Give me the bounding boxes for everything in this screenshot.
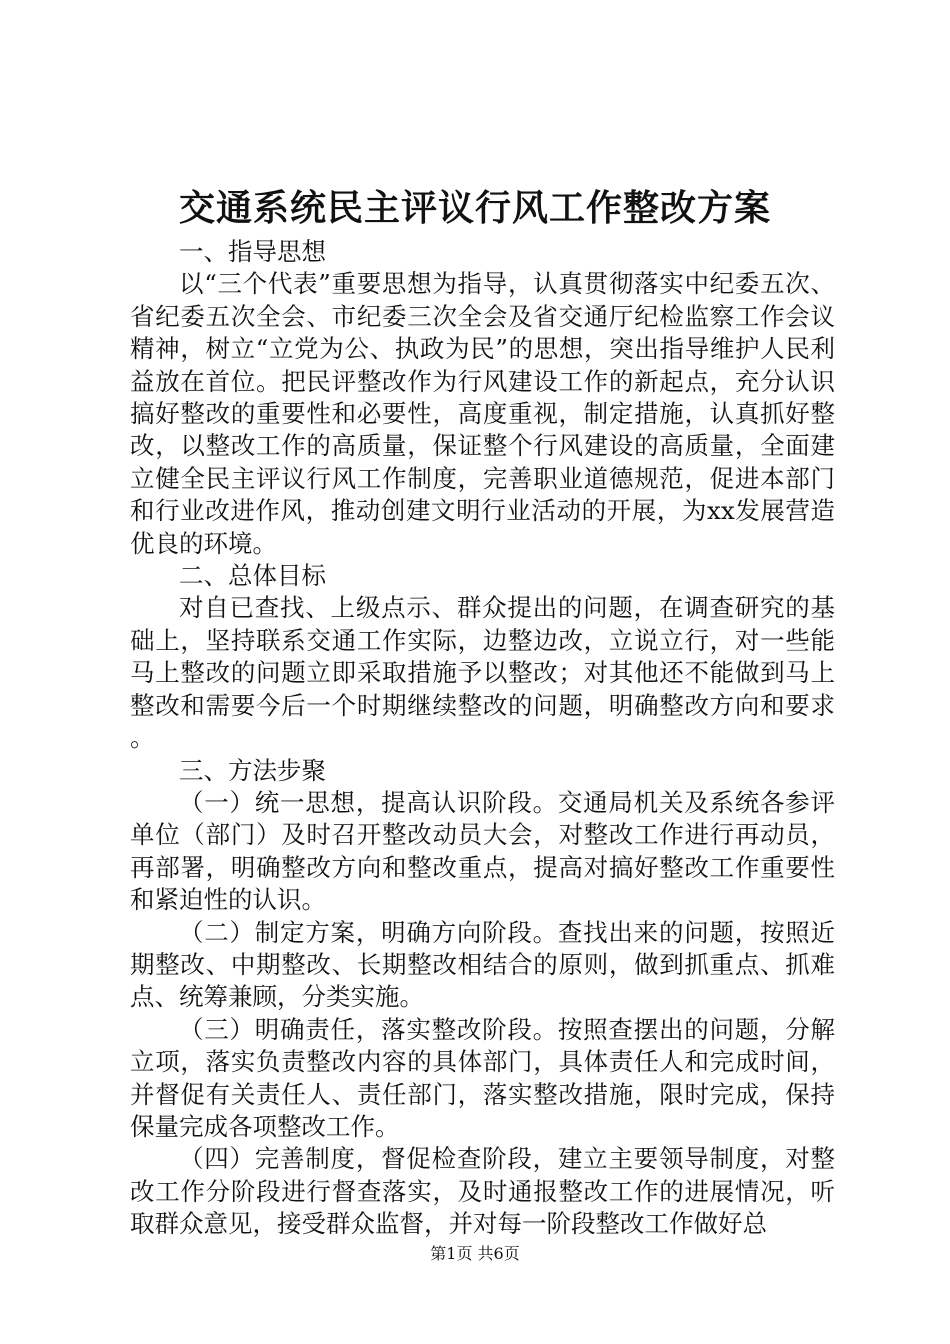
document-title: 交通系统民主评议行风工作整改方案: [178, 187, 771, 229]
document-body: [130, 236, 835, 1241]
paragraph-guiding-ideology: 以“三个代表”重要思想为指导，认真贯彻落实中纪委五次、省纪委五次全会、市纪委三次全会及省交通厅纪检监察工作会议精神，树立“立党为公、执政为民”的思想，突出指导维护人民利益放在首位。把民评整改作为行风建设工作的新起点，充分认识搞好整改的重要性和必要性，高度重视，制定措施，认真抓好整改，以整改工作的高质量，保证整个行风建设的高质量，全面建立健全民主评议行风工作制度，完善职业道德规范，促进本部门和行业改进作风，推动创建文明行业活动的开展，为xx发展营造优良的环境。: [130, 269, 835, 558]
paragraph-step-2: （二）制定方案，明确方向阶段。查找出来的问题，按照近期整改、中期整改、长期整改相结合的原则，做到抓重点、抓难点、统筹兼顾，分类实施。: [130, 917, 835, 1012]
paragraph-overall-goal: 对自已查找、上级点示、群众提出的问题，在调查研究的基础上，坚持联系交通工作实际，边整边改，立说立行，对一些能马上整改的问题立即采取措施予以整改；对其他还不能做到马上整改和需要今后一个时期继续整改的问题，明确整改方向和要求。: [130, 593, 835, 753]
page-number: 第1页 共6页: [430, 1244, 520, 1263]
paragraph-step-4: （四）完善制度，督促检查阶段，建立主要领导制度，对整改工作分阶段进行督查落实，及时通报整改工作的进展情况，听取群众意见，接受群众监督，并对每一阶段整改工作做好总: [130, 1144, 835, 1239]
paragraph-step-3: （三）明确责任，落实整改阶段。按照查摆出的问题，分解立项，落实负责整改内容的具体部门，具体责任人和完成时间，并督促有关责任人、责任部门，落实整改措施，限时完成，保持保量完成各项整改工作。: [130, 1014, 835, 1141]
section-heading-guiding-ideology: 一、指导思想: [179, 237, 326, 266]
section-heading-method-steps: 三、方法步聚: [179, 755, 326, 785]
paragraph-step-1: （一）统一思想，提高认识阶段。交通局机关及系统各参评单位（部门）及时召开整改动员大会，对整改工作进行再动员，再部署，明确整改方向和整改重点，提高对搞好整改工作重要性和紧迫性的认识。: [130, 787, 835, 915]
section-heading-overall-goal: 二、总体目标: [179, 561, 326, 591]
